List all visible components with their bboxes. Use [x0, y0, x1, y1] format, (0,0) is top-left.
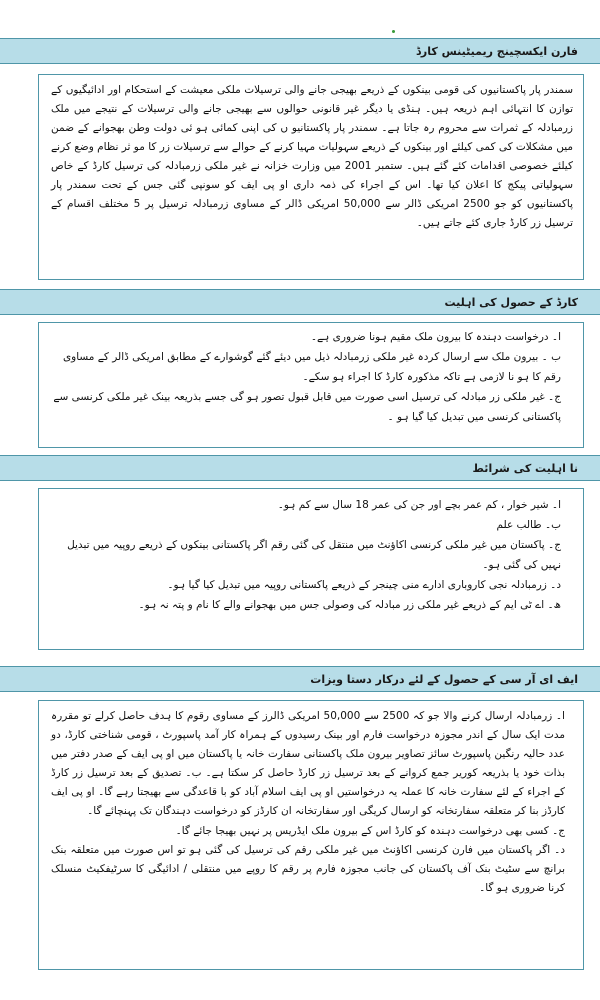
ineligibility-item: د۔ زرمبادلہ نجی کاروباری ادارے منی چینجر کے ذریعے پاکستانی روپیہ میں تبدیل کیا گیا ہو۔ — [167, 579, 561, 591]
ferc-document-item: ا۔ زرمبادلہ ارسال کرنے والا جو کہ 2500 سے 50,000 امریکی ڈالرز کے مساوی رقوم کا ہدف حاصل کرلے تو مقررہ مدت ایک سال کے اندر مجوزہ درخواست فارم اور بینک رسیدوں کے ہمراہ کار آمد پاسپورٹ ، قومی شناختی کارڈ، دو عدد حالیہ رنگین پاسپورٹ سائز تصاویر بیرون ملک پاکستانی سفارت خانہ یا پاکستان میں او پی ایف کے صدر دفتر میں بذات خود یا بذریعہ کوریر جمع کروانے کے بعد ترسیل زر کارڈ حاصل کر سکتا ہے۔ ب۔ تصدیق کے بعد ترسیل زر کارڈ کے اجراء کے لئے سفارت خانہ کا عملہ یہ درخواستیں او پی ایف اسلام آباد کو با قاعدگی سے بھیجتا رہے گا۔ او پی ایف کارڈز بنا کر متعلقہ سفارتخانہ کو ارسال کریگی اور سفارتخانہ ان کارڈز کو درخواست دہندگان تک پہنچائے گا۔ — [51, 710, 565, 817]
section-header-remittance-card: فارن ایکسچینج ریمیٹینس کارڈ — [0, 38, 600, 64]
eligibility-item: ب ۔ بیرون ملک سے ارسال کردہ غیر ملکی زرمبادلہ ذیل میں دیئے گئے گوشوارے کے مطابق امریکی ڈالر کے مساوی رقم کا ہو نا لازمی ہے تاکہ مذکورہ کارڈ کا اجراء ہو سکے۔ — [62, 351, 561, 383]
ineligibility-item: ھ۔ اے ٹی ایم کے ذریعے غیر ملکی زر مبادلہ کی وصولی جس میں بھجوانے والے کا نام و پتہ نہ ہو۔ — [138, 599, 561, 611]
eligibility-item: ج۔ غیر ملکی زر مبادلہ کی ترسیل اسی صورت میں قابل قبول تصور ہو گی جسے بذریعہ بینک غیر ملکی کرنسی سے پاکستانی کرنسی میں تبدیل کیا گیا ہو ۔ — [53, 391, 561, 423]
section-header-ferc-documents: ایف ای آر سی کے حصول کے لئے درکار دستا ویزات — [0, 666, 600, 692]
eligibility-item: ا۔ درخواست دہندہ کا بیرون ملک مقیم ہونا ضروری ہے۔ — [310, 331, 561, 343]
remittance-card-paragraph: سمندر پار پاکستانیوں کی قومی بینکوں کے ذریعے بھیجی جانے والی ترسیلات ملکی معیشت کے استحکام اور ادائیگیوں کے توازن کا انتہائی اہم ذریعہ ہیں۔ ہنڈی یا دیگر غیر قانونی حوالوں سے بھیجی جانے والی ترسیلات کے نتیجے میں ملک زرمبادلہ کے ثمرات سے محروم رہ جاتا ہے۔ سمندر پار پاکستانیو ں کی اپنی کمائی ہو ئی دولت وطن بھجوانے کے ضمن میں مشکلات کی کمی کیلئے اور بینکوں کے ذریعے سہولیات مہیا کرنے کے حوالے سے ترسیلات زر کا مو ثر نظام وضع کرنے کیلئے خصوصی اقدامات کئے گئے ہیں۔ ستمبر 2001 میں وزارت خزانہ نے غیر ملکی زرمبادلہ کی ترسیل کارڈ کے خاص سہولیاتی پیکج کا اعلان کیا تھا۔ اس کے اجراء کی ذمہ داری او پی ایف کو سونپی گئی جس کے تحت سمندر پار پاکستانیوں کو جو 2500 امریکی ڈالر سے 50,000 امریکی ڈالر کے مساوی زرمبادلہ ترسیل پر 5 مختلف اقسام کے ترسیل زر کارڈ جاری کئے جاتے ہیں۔ — [51, 84, 573, 229]
section-body-ferc-documents — [38, 700, 584, 970]
section-body-remittance-card — [38, 74, 584, 280]
ineligibility-item: ب۔ طالب علم — [496, 519, 561, 531]
ferc-document-item: ج۔ کسی بھی درخواست دہندہ کو کارڈ اس کے بیرون ملک ایڈریس پر نہیں بھیجا جائے گا۔ — [175, 825, 565, 837]
section-body-card-eligibility — [38, 322, 584, 448]
section-header-card-eligibility: کارڈ کے حصول کی اہلیت — [0, 289, 600, 315]
section-header-ineligibility-conditions: نا اہلیت کی شرائط — [0, 455, 600, 481]
section-body-ineligibility-conditions — [38, 488, 584, 650]
ferc-document-item: د۔ اگر پاکستان میں فارن کرنسی اکاؤنٹ میں غیر ملکی رقم کی ترسیل کی گئی ہو تو اس صورت میں متعلقہ بنک برانچ سے سٹیٹ بنک آف پاکستان کی جانب مجوزہ فارم پر رقم کا روپے میں منتقلی / ادائیگی کا سرٹیفکیٹ منسلک کرنا ضروری ہو گا۔ — [51, 844, 565, 894]
ineligibility-item: ا۔ شیر خوار ، کم عمر بچے اور جن کی عمر 18 سال سے کم ہو۔ — [277, 499, 561, 511]
ineligibility-item: ج۔ پاکستان میں غیر ملکی کرنسی اکاؤنٹ میں منتقل کی گئی رقم اگر پاکستانی بینکوں کے ذریعے روپیہ میں تبدیل نہیں کی گئی ہو۔ — [67, 539, 561, 571]
decorative-dot — [392, 30, 395, 33]
